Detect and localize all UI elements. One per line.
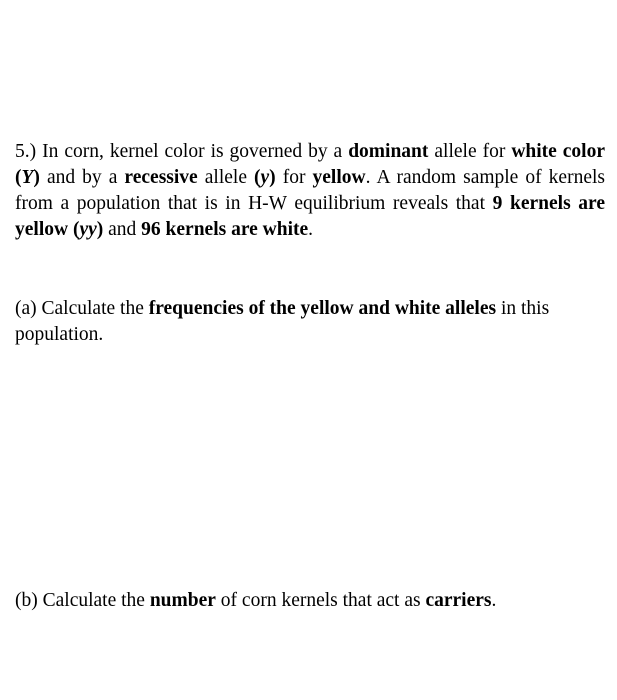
and-text: and bbox=[108, 219, 137, 240]
part-b-text bbox=[15, 588, 605, 614]
question-5-text bbox=[15, 139, 605, 243]
part-b-carriers: carriers bbox=[425, 590, 492, 611]
white-count-text: 96 kernels are white bbox=[141, 219, 309, 240]
paren-close-Y: ) bbox=[33, 167, 40, 188]
yellow-count-text: 9 kernels are yellow ( bbox=[15, 193, 605, 240]
for-text: for bbox=[282, 167, 306, 188]
question-number: 5.) bbox=[15, 141, 37, 162]
yy-genotype: yy bbox=[79, 219, 97, 240]
allele-for-text: allele for bbox=[434, 141, 506, 162]
recessive-term: recessive bbox=[124, 167, 198, 188]
intro-text: In corn, kernel color is governed by a bbox=[42, 141, 343, 162]
Y-allele-symbol: Y bbox=[21, 167, 34, 188]
part-b-label: (b) Calculate the bbox=[15, 590, 145, 611]
part-a-label: (a) Calculate the bbox=[15, 298, 144, 319]
dominant-term: dominant bbox=[348, 141, 429, 162]
part-b-end: . bbox=[491, 590, 497, 611]
part-b-middle: of corn kernels that act as bbox=[220, 590, 421, 611]
y-allele-symbol: y bbox=[260, 167, 270, 188]
part-a-text bbox=[15, 296, 605, 348]
part-a-rest: in this population. bbox=[15, 298, 550, 345]
paren-open-Y: ( bbox=[15, 167, 22, 188]
end-period: . bbox=[308, 219, 314, 240]
sentence-2-text: . A random sample of kernels from a population that is in H-W equilibrium reveals that bbox=[15, 167, 605, 214]
allele-text: allele bbox=[204, 167, 247, 188]
white-color-term: white color bbox=[511, 141, 606, 162]
yellow-count-close: ) bbox=[96, 219, 104, 240]
paren-open-y: ( bbox=[254, 167, 261, 188]
paren-close-y: ) bbox=[269, 167, 276, 188]
part-a-bold: frequencies of the yellow and white alleles bbox=[148, 298, 497, 319]
part-b-number: number bbox=[149, 590, 216, 611]
and-by-a-text: and by a bbox=[46, 167, 118, 188]
yellow-term: yellow bbox=[312, 167, 366, 188]
